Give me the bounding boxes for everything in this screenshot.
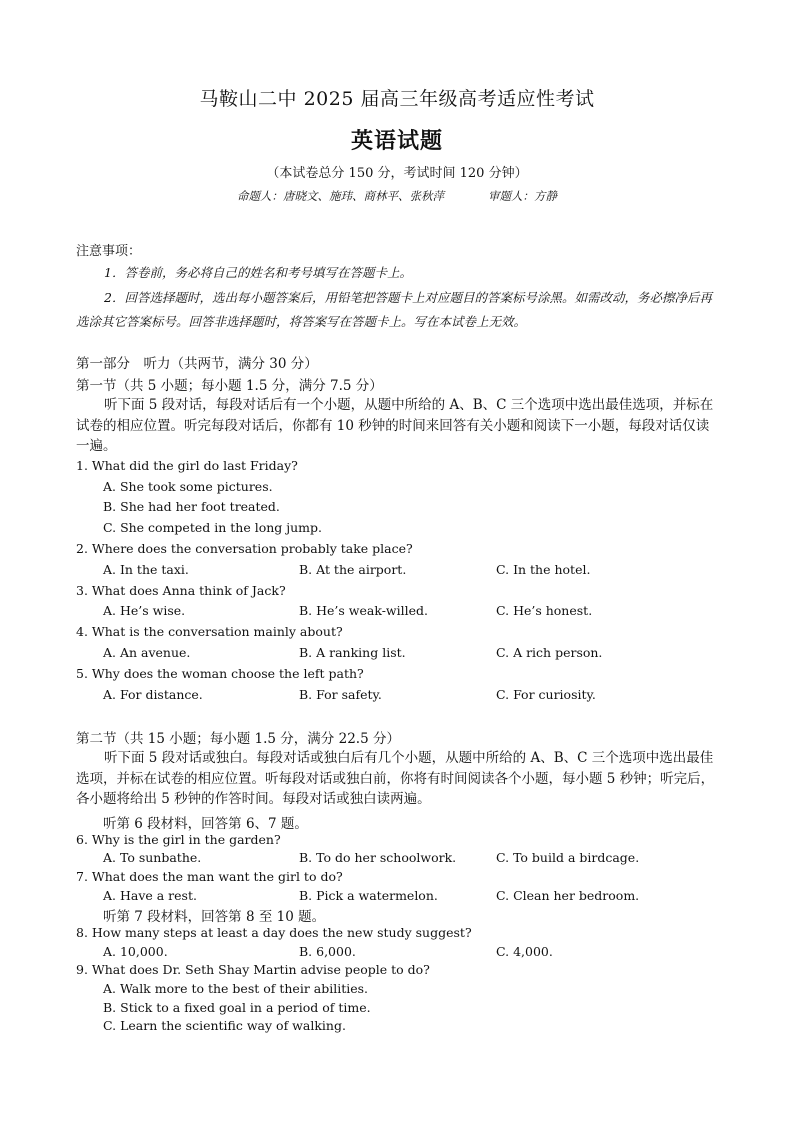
option-c: C. To build a birdcage. bbox=[496, 850, 640, 865]
option-c: C. A rich person. bbox=[496, 645, 603, 660]
section1-title: 第一节（共 5 小题；每小题 1.5 分，满分 7.5 分） bbox=[76, 378, 383, 394]
option-a: A. An avenue. bbox=[103, 645, 191, 660]
option-c: C. She competed in the long jump. bbox=[103, 520, 322, 535]
notice-heading: 注意事项： bbox=[76, 244, 142, 259]
option-a: A. He’s wise. bbox=[103, 603, 186, 618]
option-a: A. In the taxi. bbox=[103, 562, 189, 577]
option-a: A. 10,000. bbox=[103, 944, 168, 959]
notice-item: 1．答卷前，务必将自己的姓名和考号填写在答题卡上。 bbox=[104, 265, 412, 280]
option-b: B. Pick a watermelon. bbox=[299, 888, 438, 903]
option-b: B. A ranking list. bbox=[299, 645, 406, 660]
option-b: B. At the airport. bbox=[299, 562, 407, 577]
question-stem: 8. How many steps at least a day does the new study suggest? bbox=[76, 925, 472, 940]
option-b: B. 6,000. bbox=[299, 944, 356, 959]
option-c: C. He’s honest. bbox=[496, 603, 593, 618]
question-stem: 9. What does Dr. Seth Shay Martin advise people to do? bbox=[76, 962, 430, 977]
subject-title: 英语试题 bbox=[350, 128, 443, 154]
option-c: C. Clean her bedroom. bbox=[496, 888, 640, 903]
option-a: A. She took some pictures. bbox=[103, 479, 273, 494]
option-c: C. 4,000. bbox=[496, 944, 553, 959]
option-a: A. For distance. bbox=[103, 687, 203, 702]
question-stem: 5. Why does the woman choose the left path? bbox=[76, 666, 364, 681]
option-c: C. For curiosity. bbox=[496, 687, 596, 702]
part1-title: 第一部分 听力（共两节，满分 30 分） bbox=[76, 356, 318, 372]
option-b: B. Stick to a fixed goal in a period of time. bbox=[103, 1000, 371, 1015]
option-c: C. Learn the scientific way of walking. bbox=[103, 1018, 346, 1033]
exam-title: 马鞍山二中 2025 届高三年级高考适应性考试 bbox=[199, 88, 595, 110]
listen-instruction: 听第 7 段材料，回答第 8 至 10 题。 bbox=[103, 909, 326, 925]
setters: 命题人：唐晓文、施玮、商林平、张秋萍 bbox=[237, 189, 444, 203]
exam-info: （本试卷总分 150 分，考试时间 120 分钟） bbox=[266, 166, 528, 181]
section2-title: 第二节（共 15 小题；每小题 1.5 分，满分 22.5 分） bbox=[76, 731, 400, 747]
option-c: C. In the hotel. bbox=[496, 562, 591, 577]
authors-line bbox=[0, 188, 794, 204]
question-stem: 1. What did the girl do last Friday? bbox=[76, 458, 298, 473]
question-stem: 6. Why is the girl in the garden? bbox=[76, 832, 281, 847]
section1-instructions: 听下面 5 段对话，每段对话后有一个小题，从题中所给的 A、B、C 三个选项中选出最佳选项，并标在试卷的相应位置。听完每段对话后，你都有 10 秒钟的时间来回答有关小题和阅读下一小题，每段对话仅读一遍。 bbox=[76, 397, 714, 454]
question-stem: 3. What does Anna think of Jack? bbox=[76, 583, 286, 598]
question-stem: 4. What is the conversation mainly about? bbox=[76, 624, 343, 639]
notice-item: 2．回答选择题时，选出每小题答案后，用铅笔把答题卡上对应题目的答案标号涂黑。如需改动，务必擦净后再选涂其它答案标号。回答非选择题时，将答案写在答题卡上。写在本试卷上无效。 bbox=[76, 290, 712, 329]
option-b: B. For safety. bbox=[299, 687, 382, 702]
section2-instructions: 听下面 5 段对话或独白。每段对话或独白后有几个小题，从题中所给的 A、B、C 三个选项中选出最佳选项，并标在试卷的相应位置。听每段对话或独白前，你将有时间阅读各个小题，每小题 5 秒钟；听完后，各小题将给出 5 秒钟的作答时间。每段对话或独白读两遍。 bbox=[76, 750, 715, 807]
option-b: B. He’s weak-willed. bbox=[299, 603, 428, 618]
option-a: A. Walk more to the best of their abilities. bbox=[103, 981, 369, 996]
question-stem: 7. What does the man want the girl to do? bbox=[76, 869, 343, 884]
question-stem: 2. Where does the conversation probably take place? bbox=[76, 541, 413, 556]
reviewer: 审题人：方静 bbox=[488, 189, 557, 203]
option-b: B. To do her schoolwork. bbox=[299, 850, 457, 865]
option-a: A. Have a rest. bbox=[103, 888, 197, 903]
listen-instruction: 听第 6 段材料，回答第 6、7 题。 bbox=[103, 816, 308, 832]
option-a: A. To sunbathe. bbox=[103, 850, 202, 865]
option-b: B. She had her foot treated. bbox=[103, 499, 280, 514]
